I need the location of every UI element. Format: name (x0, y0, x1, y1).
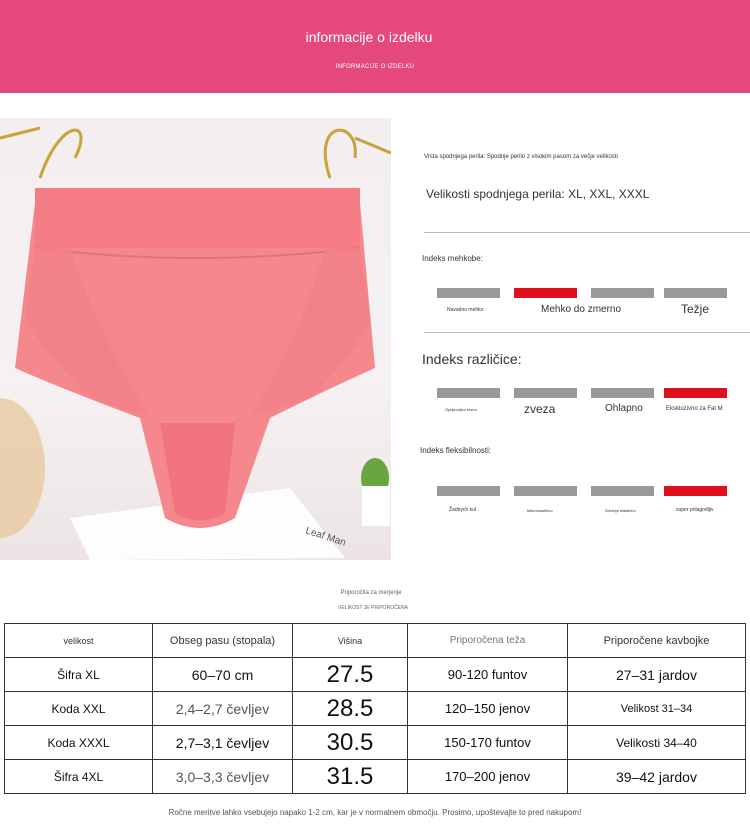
flex-option-1: Žadnych kul (449, 507, 476, 513)
cell-height: 28.5 (293, 692, 408, 726)
difference-label: Indeks različice: (422, 351, 522, 367)
product-photo (0, 118, 391, 560)
cell-weight: 120–150 jenov (408, 692, 568, 726)
softness-bar-2 (514, 288, 577, 298)
divider (424, 332, 750, 333)
sizes-text: Velikosti spodnjega perila: XL, XXL, XXXL (426, 187, 650, 201)
banner-title: informacije o izdelku (305, 29, 433, 45)
flex-bar-3 (591, 486, 654, 496)
cell-weight: 90-120 funtov (408, 658, 568, 692)
cell-waist: 2,7–3,1 čevljev (153, 726, 293, 760)
softness-bar-3 (591, 288, 654, 298)
flex-bar-4 (664, 486, 727, 496)
cell-weight: 150-170 funtov (408, 726, 568, 760)
flex-option-3: Srednje elastično (605, 508, 636, 513)
header-weight: Priporočena teža (408, 624, 568, 658)
style-note: Vrsta spodnjega perila: Spodnje perilo z visokim pasom za večje velikosti (424, 154, 618, 160)
table-row (5, 726, 746, 760)
card-text: Leaf Man (304, 525, 348, 549)
divider (424, 232, 750, 233)
cell-height: 31.5 (293, 760, 408, 794)
difference-option-4: Ekskluzivno za Fat M (666, 406, 723, 412)
difference-option-3: Ohlapno (605, 403, 643, 414)
header-waist: Obseg pasu (stopala) (153, 624, 293, 658)
flex-bar-2 (514, 486, 577, 496)
softness-option-4: Težje (681, 302, 710, 316)
header-size: velikost (5, 624, 153, 658)
cell-jeans: Velikosti 34–40 (568, 726, 746, 760)
difference-bar-2 (514, 388, 577, 398)
cell-height: 27.5 (293, 658, 408, 692)
header-height: Višina (293, 624, 408, 658)
softness-label: Indeks mehkobe: (422, 254, 483, 263)
footer-note: Ročne meritve lahko vsebujejo napako 1-2 cm, kar je v normalnem območju. Prosimo, upoštevajte to pred nakupom! (168, 808, 582, 817)
softness-option-2: Mehko do zmerno (541, 304, 622, 315)
difference-bar-1 (437, 388, 500, 398)
cell-waist: 2,4–2,7 čevljev (153, 692, 293, 726)
difference-bar-4 (664, 388, 727, 398)
flex-option-2: Mikroelastično (527, 508, 553, 513)
flex-label: Indeks fleksibilnosti: (420, 446, 492, 455)
measure-subtitle: VELIKOST JE PRIPOROČENA (338, 605, 408, 611)
softness-option-1: Navadno mehko (447, 307, 484, 313)
banner-subtitle: INFORMACIJE O IZDELKU (335, 64, 415, 70)
cell-waist: 60–70 cm (153, 658, 293, 692)
cell-size: Šifra XL (5, 658, 153, 692)
cell-jeans: Velikost 31–34 (568, 692, 746, 726)
flex-option-4: super prilagodljiv (676, 507, 714, 513)
cell-jeans: 39–42 jardov (568, 760, 746, 794)
size-table (4, 623, 746, 794)
cell-height: 30.5 (293, 726, 408, 760)
cell-size: Koda XXXL (5, 726, 153, 760)
cell-jeans: 27–31 jardov (568, 658, 746, 692)
table-header-row (5, 624, 746, 658)
cell-size: Šifra 4XL (5, 760, 153, 794)
table-row (5, 658, 746, 692)
cell-waist: 3,0–3,3 čevljev (153, 760, 293, 794)
header-banner (0, 0, 750, 93)
table-row (5, 760, 746, 794)
softness-bar-4 (664, 288, 727, 298)
softness-bar-1 (437, 288, 500, 298)
cell-size: Koda XXL (5, 692, 153, 726)
measure-title: Priporočila za merjenje (340, 590, 402, 596)
header-jeans: Priporočene kavbojke (568, 624, 746, 658)
table-row (5, 692, 746, 726)
difference-option-2: zveza (524, 402, 556, 416)
flex-bar-1 (437, 486, 500, 496)
difference-option-1: Oprijemljivo tesno (445, 407, 477, 412)
difference-bar-3 (591, 388, 654, 398)
cell-weight: 170–200 jenov (408, 760, 568, 794)
